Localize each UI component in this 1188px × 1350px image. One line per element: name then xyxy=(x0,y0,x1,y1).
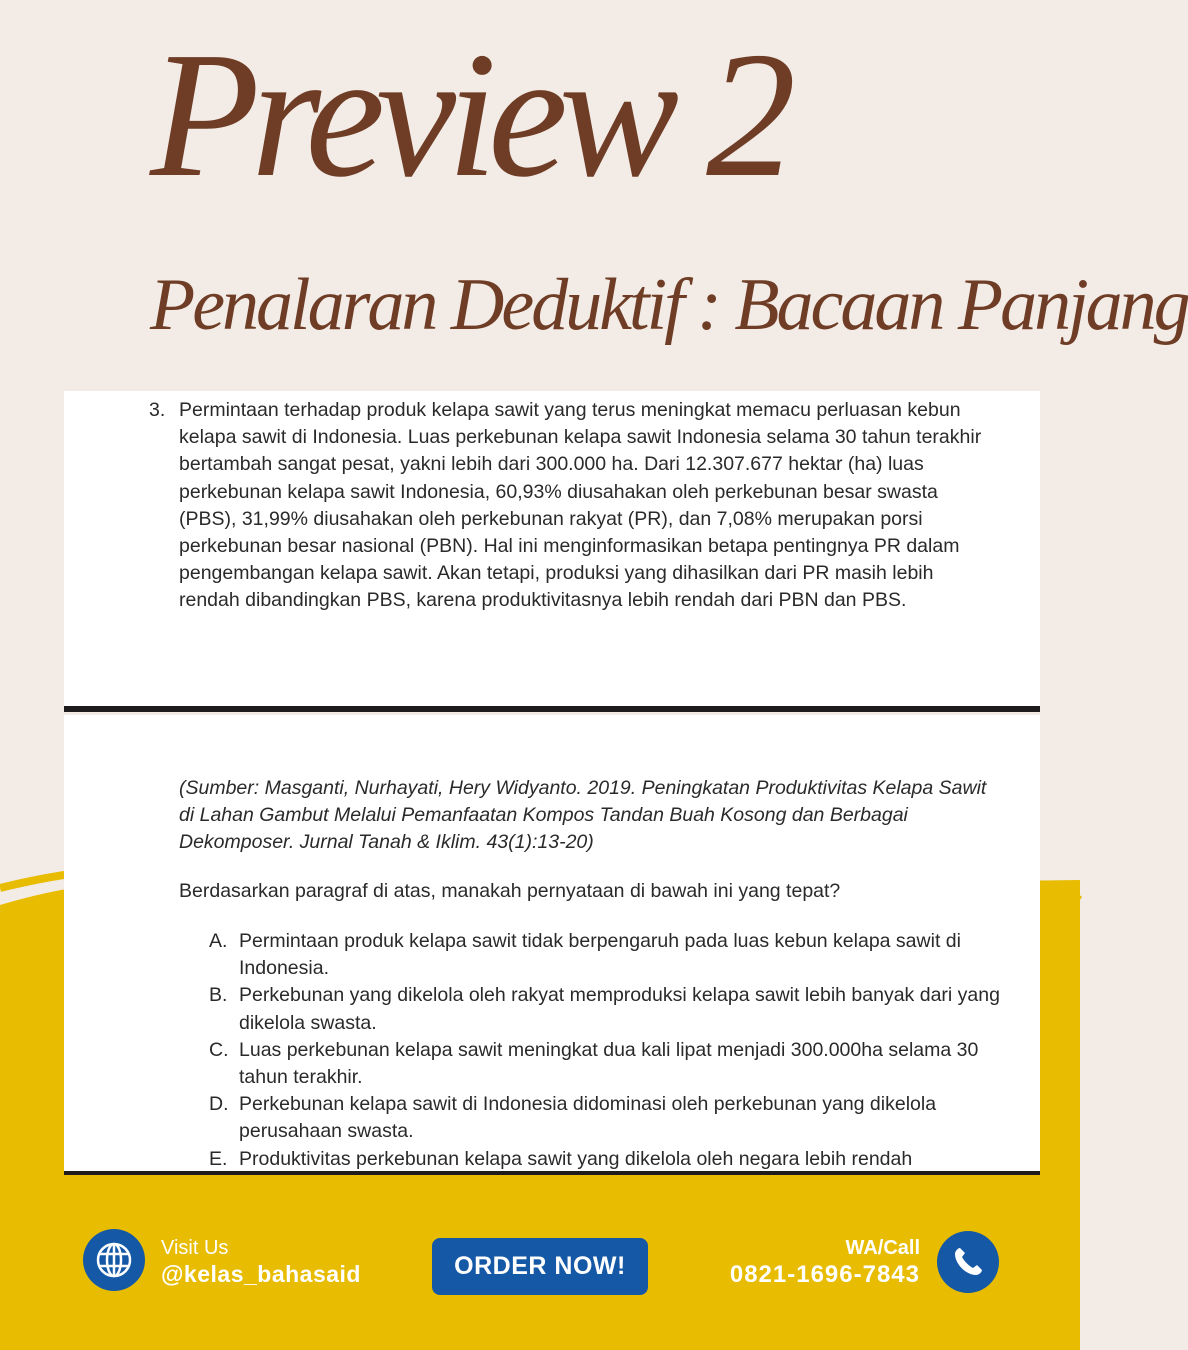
passage-card xyxy=(64,391,1040,712)
option-text: Produktivitas perkebunan kelapa sawit yang dikelola oleh negara lebih rendah xyxy=(239,1147,913,1170)
option-text: Permintaan produk kelapa sawit tidak berpengaruh pada luas kebun kelapa sawit di Indonesia. xyxy=(239,930,961,980)
option-letter: D. xyxy=(209,1093,229,1116)
option-letter: B. xyxy=(209,984,228,1007)
question-prompt: Berdasarkan paragraf di atas, manakah pernyataan di bawah ini yang tepat? xyxy=(179,880,841,902)
option-letter: E. xyxy=(209,1147,228,1170)
option-d[interactable] xyxy=(209,1091,1009,1145)
phone-icon-graphic xyxy=(950,1244,986,1280)
wa-call-block[interactable] xyxy=(730,1236,920,1290)
option-e[interactable] xyxy=(209,1146,1009,1173)
option-text: Luas perkebunan kelapa sawit meningkat dua kali lipat menjadi 300.000ha selama 30 tahun terakhir. xyxy=(239,1038,979,1089)
page-subtitle: Penalaran Deduktif : Bacaan Panjang xyxy=(150,264,1188,346)
option-c[interactable] xyxy=(209,1037,1009,1091)
answer-options xyxy=(209,928,1009,1173)
phone-icon[interactable] xyxy=(937,1231,999,1293)
passage-text: Permintaan terhadap produk kelapa sawit yang terus meningkat memacu perluasan kebun kelapa sawit di Indonesia. Luas perkebunan kelapa sawit Indonesia selama 30 tahun terakhir bertambah sangat pesat, yakni lebih dari 300.000 ha. Dari 12.307.677 hektar (ha) luas perkebunan kelapa sawit Indonesia, 60,93% diusahakan oleh perkebunan besar swasta (PBS), 31,99% diusahakan oleh perkebunan rakyat (PR), dan 7,08% merupakan porsi perkebunan besar nasional (PBN). Hal ini menginformasikan betapa pentingnya PR dalam pengembangan kelapa sawit. Akan tetapi, produksi yang dihasilkan dari PR masih lebih rendah dibandingkan PBS, karena produktivitasnya lebih rendah dari PBN dan PBS. xyxy=(179,399,982,612)
source-citation: (Sumber: Masganti, Nurhayati, Hery Widyanto. 2019. Peningkatan Produktivitas Kelapa Sawit di Lahan Gambut Melalui Pemanfaatan Kompos Tandan Buah Kosong dan Berbagai Dekomposer. Jurnal Tanah & Iklim. 43(1):13-20) xyxy=(179,777,987,854)
globe-icon[interactable] xyxy=(83,1229,145,1291)
option-text: Perkebunan yang dikelola oleh rakyat memproduksi kelapa sawit lebih banyak dari yang dikelola swasta. xyxy=(239,984,1000,1034)
question-card xyxy=(64,715,1040,1175)
wa-label: WA/Call xyxy=(845,1237,920,1259)
option-a[interactable] xyxy=(209,928,1009,982)
instagram-handle[interactable]: @kelas_bahasaid xyxy=(161,1261,361,1287)
page-title: Preview 2 xyxy=(150,15,788,214)
option-letter: C. xyxy=(209,1038,229,1061)
question-number: 3. xyxy=(149,399,166,421)
option-b[interactable] xyxy=(209,982,1009,1036)
globe-icon-graphic xyxy=(94,1240,134,1280)
order-now-button[interactable]: ORDER NOW! xyxy=(432,1238,648,1295)
phone-number[interactable]: 0821-1696-7843 xyxy=(729,1261,920,1288)
visit-label: Visit Us xyxy=(161,1237,229,1259)
visit-us-block[interactable] xyxy=(161,1236,361,1288)
option-letter: A. xyxy=(209,930,228,952)
option-text: Perkebunan kelapa sawit di Indonesia didominasi oleh perkebunan yang dikelola perusahaan swasta. xyxy=(239,1093,937,1143)
